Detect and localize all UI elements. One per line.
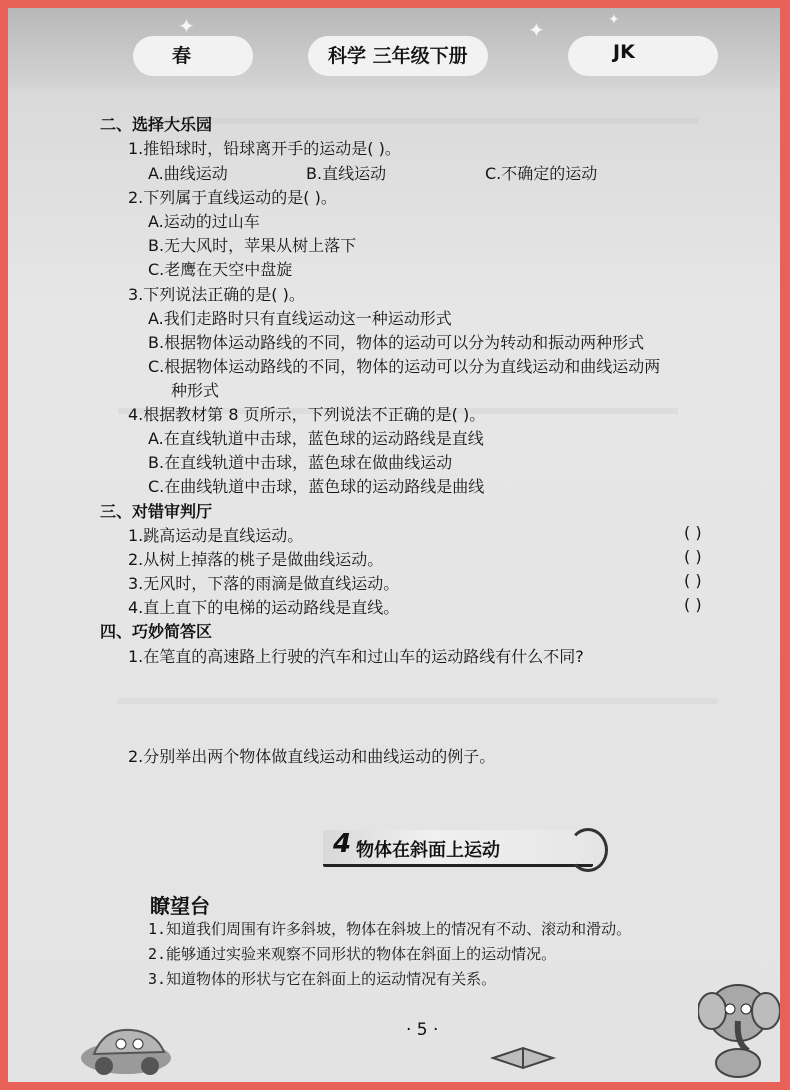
option: C.根据物体运动路线的不同，物体的运动可以分为直线运动和曲线运动两: [148, 357, 661, 376]
answer-blank[interactable]: ( ): [684, 571, 702, 590]
option: C.老鹰在天空中盘旋: [148, 260, 293, 279]
answer-blank[interactable]: ( ): [684, 547, 702, 566]
elephant-cartoon-icon: [698, 973, 780, 1078]
star-icon: ✦: [178, 14, 195, 38]
question: 4.根据教材第 8 页所示，下列说法不正确的是( )。: [128, 405, 486, 424]
page-number: · 5 ·: [406, 1020, 439, 1040]
statement: 3.无风时，下落的雨滴是做直线运动。: [128, 574, 400, 593]
option: B.直线运动: [306, 164, 387, 183]
option: B.在直线轨道中击球，蓝色球在做曲线运动: [148, 453, 453, 472]
question: 3.下列说法正确的是( )。: [128, 285, 305, 304]
question: 1.推铅球时，铅球离开手的运动是( )。: [128, 139, 401, 158]
header-book-title: 科学 三年级下册: [328, 45, 468, 67]
answer-blank[interactable]: ( ): [684, 523, 702, 542]
objective-item: 3.知道物体的形状与它在斜面上的运动情况有关系。: [148, 970, 497, 988]
option: C.不确定的运动: [485, 164, 598, 183]
star-icon: ✦: [608, 12, 620, 28]
page: [8, 8, 780, 1082]
option-continued: 种形式: [171, 381, 220, 400]
statement: 2.从树上掉落的桃子是做曲线运动。: [128, 550, 384, 569]
question: 2.下列属于直线运动的是( )。: [128, 188, 337, 207]
short-answer-question: 2.分别举出两个物体做直线运动和曲线运动的例子。: [128, 747, 496, 766]
statement: 1.跳高运动是直线运动。: [128, 526, 304, 545]
objective-item: 1.知道我们周围有许多斜坡，物体在斜坡上的情况有不动、滚动和滑动。: [148, 920, 632, 938]
header-season: 春: [172, 45, 192, 67]
book-icon: [488, 1028, 558, 1073]
banner-scroll-edge: [568, 828, 608, 872]
objectives-title: 瞭望台: [150, 894, 210, 918]
option: B.根据物体运动路线的不同，物体的运动可以分为转动和振动两种形式: [148, 333, 645, 352]
option: A.运动的过山车: [148, 212, 260, 231]
short-answer-question: 1.在笔直的高速路上行驶的汽车和过山车的运动路线有什么不同?: [128, 647, 584, 666]
star-icon: ✦: [528, 18, 545, 42]
answer-space[interactable]: [128, 670, 688, 738]
lesson-title: 物体在斜面上运动: [356, 840, 500, 861]
answer-blank[interactable]: ( ): [684, 595, 702, 614]
section-title-short-answer: 四、巧妙简答区: [100, 622, 213, 641]
answer-space[interactable]: [128, 770, 688, 826]
car-cartoon-icon: [76, 1018, 176, 1078]
header-edition: JK: [613, 41, 635, 63]
option: A.曲线运动: [148, 164, 228, 183]
option: A.在直线轨道中击球，蓝色球的运动路线是直线: [148, 429, 484, 448]
statement: 4.直上直下的电梯的运动路线是直线。: [128, 598, 400, 617]
option: A.我们走路时只有直线运动这一种运动形式: [148, 309, 452, 328]
option: C.在曲线轨道中击球，蓝色球的运动路线是曲线: [148, 477, 485, 496]
option: B.无大风时，苹果从树上落下: [148, 236, 357, 255]
section-title-choice: 二、选择大乐园: [100, 115, 213, 134]
objective-item: 2.能够通过实验来观察不同形状的物体在斜面上的运动情况。: [148, 945, 557, 963]
lesson-number: 4: [333, 829, 352, 859]
section-title-true-false: 三、对错审判厅: [100, 502, 213, 521]
